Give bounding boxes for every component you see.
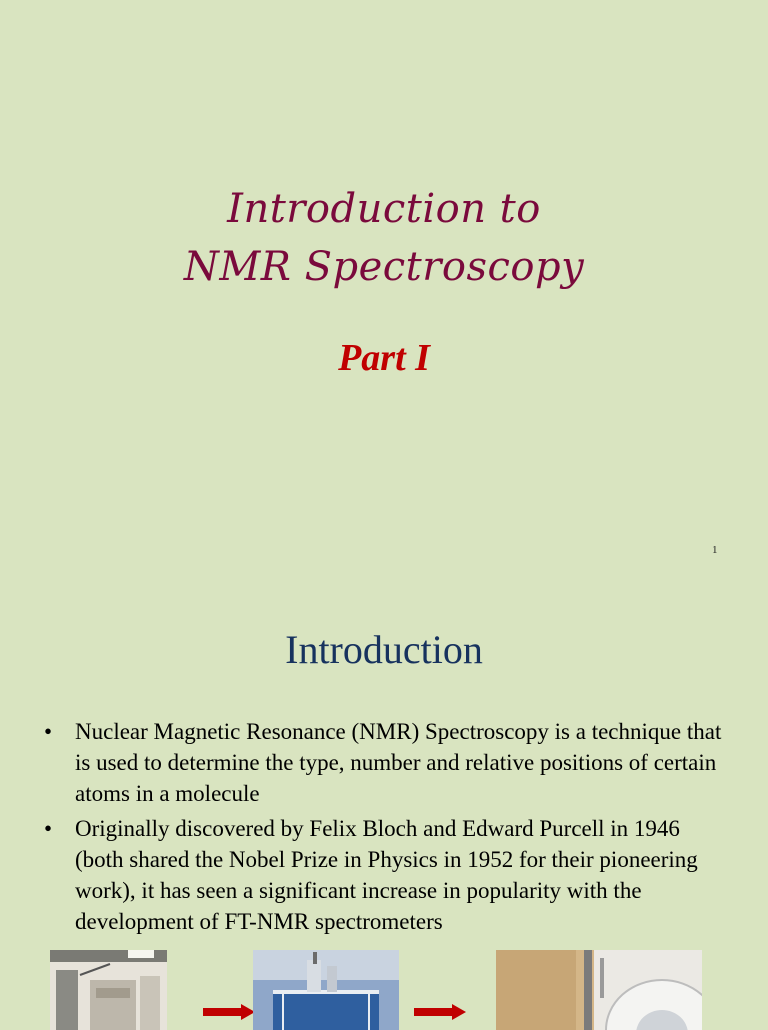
bullet-item [44, 813, 734, 937]
early-nmr-photo [50, 950, 167, 1030]
mri-scanner-photo [496, 950, 702, 1030]
page-number: 1 [712, 544, 718, 556]
early-nmr-illustration [50, 950, 167, 1030]
nmr-spectrometer-photo [253, 950, 399, 1030]
spectrometer-illustration [253, 950, 399, 1030]
bullet-symbol: • [44, 816, 53, 841]
slide-2 [0, 576, 768, 1024]
slide-subtitle: Part I [338, 337, 430, 379]
slide-title-line-1: Introduction to [227, 186, 541, 232]
bullet-item [44, 716, 734, 809]
slide-title-line-2: NMR Spectroscopy [183, 244, 585, 290]
arrow-right-icon [414, 1004, 466, 1020]
bullet-symbol: • [44, 719, 53, 744]
bullet-list [44, 716, 734, 941]
mri-scanner-illustration [496, 950, 702, 1030]
slide-title: Introduction [285, 627, 483, 672]
bullet-text: Originally discovered by Felix Bloch and Edward Purcell in 1946 (both shared the Nobel Prize in Physics in 1952 for their pioneering work), it has seen a significant increase in popularity with the development of FT-NMR spectrometers [75, 816, 698, 934]
bullet-text: Nuclear Magnetic Resonance (NMR) Spectroscopy is a technique that is used to determine the type, number and relative positions of certain atoms in a molecule [75, 719, 722, 806]
arrow-right-icon [203, 1004, 255, 1020]
